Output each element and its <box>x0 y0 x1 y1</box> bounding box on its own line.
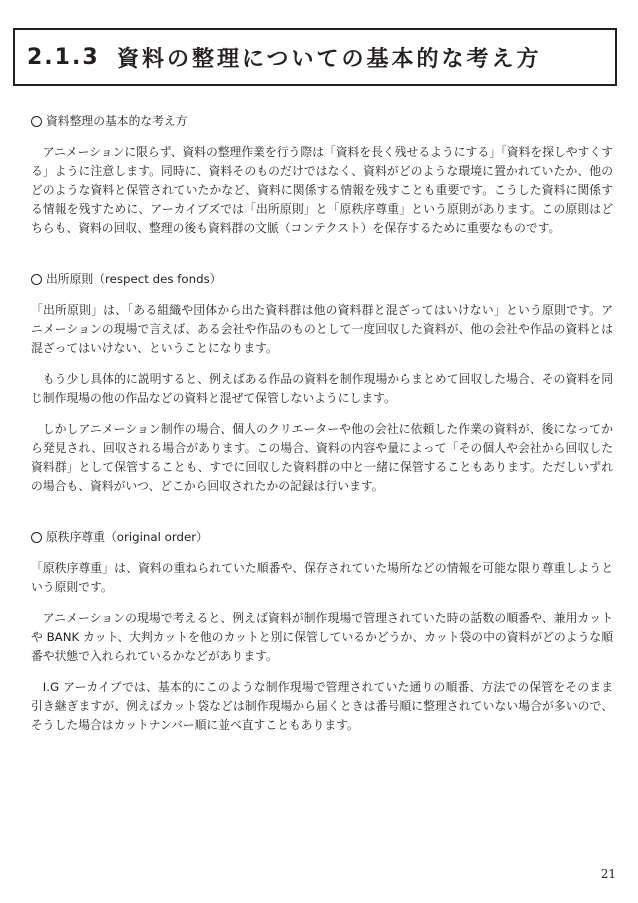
circle-bullet-icon <box>31 274 42 285</box>
document-body <box>31 112 613 735</box>
section-title-box <box>13 28 617 86</box>
paragraph: 「出所原則」は、「ある組織や団体から出た資料群は他の資料群と混ざってはいけない」という原則です。アニメーションの現場で言えば、ある会社や作品のものとして一度回収した資料が、他の会社や作品の資料とは混ざってはいけない、ということになります。 <box>31 303 613 355</box>
paragraph: しかしアニメーション制作の場合、個人のクリエーターや他の会社に依頼した作業の資料が、後になってから発見され、回収される場合があります。この場合、資料の内容や量によって「その個人や会社から回収した資料群」として保管することも、すでに回収した資料群の中と一緒に保管することもあります。ただしいずれの場合も、資料がいつ、どこから回収されたかの記録は行います。 <box>31 422 613 493</box>
paragraph: アニメーションの現場で考えると、例えば資料が制作現場で管理されていた時の話数の順番や、兼用カットや BANK カット、大判カットを他のカットと別に保管しているかどうか、カット袋の中の資料がどのような順番や状態で入れられているかなどがあります。 <box>31 611 613 663</box>
paragraph: 「原秩序尊重」は、資料の重ねられていた順番や、保存されていた場所などの情報を可能な限り尊重しようという原則です。 <box>31 561 613 594</box>
circle-bullet-icon <box>31 116 42 127</box>
section-heading <box>31 112 613 131</box>
section-heading <box>31 528 613 547</box>
section-heading <box>31 270 613 289</box>
section-title: 資料の整理についての基本的な考え方 <box>117 46 542 72</box>
section-number: 2.1.3 <box>27 44 100 70</box>
section-heading-text: 原秩序尊重（original order） <box>46 530 208 544</box>
page-number: 21 <box>600 867 616 881</box>
section-heading-text: 出所原則（respect des fonds） <box>46 272 222 286</box>
paragraph: I.G アーカイブでは、基本的にこのような制作現場で管理されていた通りの順番、方法での保管をそのまま引き継ぎますが、例えばカット袋などは制作現場から届くときは番号順に整理されていない場合が多いので、そうした場合はカットナンバー順に並べ直すこともあります。 <box>31 680 613 732</box>
circle-bullet-icon <box>31 532 42 543</box>
paragraph: アニメーションに限らず、資料の整理作業を行う際は「資料を長く残せるようにする」「資料を探しやすくする」ように注意します。同時に、資料そのものだけではなく、資料がどのような環境に置かれていたか、他のどのような資料と保管されていたかなど、資料に関係する情報を残すことも重要です。こうした資料に関係する情報を残すために、アーカイブズでは「出所原則」と「原秩序尊重」という原則があります。この原則はどちらも、資料の回収、整理の後も資料群の文脈（コンテクスト）を保存するために重要なものです。 <box>31 145 613 235</box>
paragraph: もう少し具体的に説明すると、例えばある作品の資料を制作現場からまとめて回収した場合、その資料を同じ制作現場の他の作品などの資料と混ぜて保管しないようにします。 <box>31 372 613 405</box>
section-heading-text: 資料整理の基本的な考え方 <box>46 114 188 128</box>
